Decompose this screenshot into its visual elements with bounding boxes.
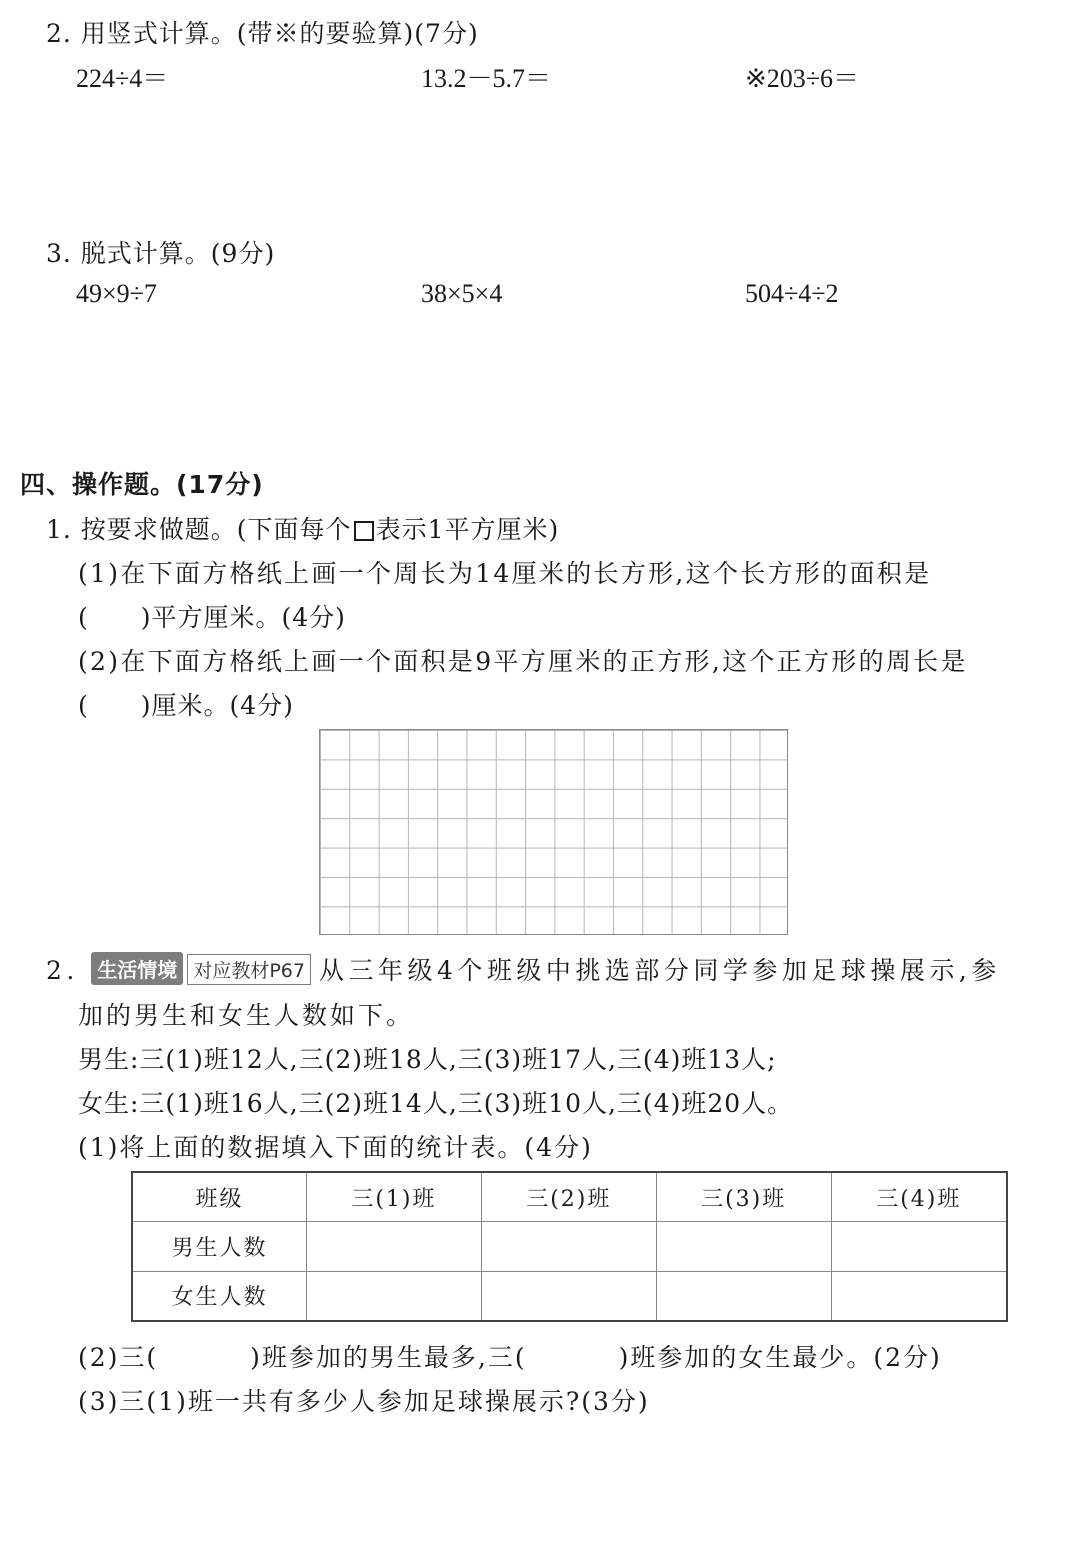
square-grid-paper[interactable]: [319, 729, 788, 935]
p2-number: 2.: [46, 956, 79, 985]
p2-line2: 加的男生和女生人数如下。: [78, 1001, 415, 1030]
q2-expr-3: ※203÷6＝: [745, 64, 860, 93]
p2-s1: (1)将上面的数据填入下面的统计表。(4分): [78, 1133, 593, 1162]
table-cell[interactable]: [481, 1271, 656, 1321]
textbook-ref-tag: 对应教材P67: [187, 954, 311, 985]
q3-expr-2: 38×5×4: [421, 279, 503, 308]
table-header-cell: 三(2)班: [481, 1172, 656, 1222]
p1-s2-line2: ( )厘米。(4分): [78, 691, 294, 720]
p1-heading-post: 表示1平方厘米): [375, 515, 560, 544]
q3-heading: 3. 脱式计算。(9分): [46, 239, 276, 268]
p2-line1: [46, 951, 1001, 987]
q2-expr-1: 224÷4＝: [76, 64, 169, 93]
table-row: [132, 1222, 1007, 1271]
p1-s1-line2: ( )平方厘米。(4分): [78, 603, 346, 632]
table-row: [132, 1271, 1007, 1321]
table-cell[interactable]: [656, 1222, 831, 1271]
p2-s2: [78, 1338, 942, 1374]
table-header-row: [132, 1172, 1007, 1222]
p2-boys: 男生:三(1)班12人,三(2)班18人,三(3)班17人,三(4)班13人;: [78, 1045, 777, 1074]
table-header-cell: 三(3)班: [656, 1172, 831, 1222]
p2-s2-c: )班参加的女生最少。(2分): [618, 1343, 942, 1372]
p2-s2-a: (2)三(: [78, 1343, 159, 1372]
p1-heading: [46, 510, 559, 546]
q3-expr-3: 504÷4÷2: [745, 279, 839, 308]
p2-girls: 女生:三(1)班16人,三(2)班14人,三(3)班10人,三(4)班20人。: [78, 1089, 794, 1118]
row-label-boys: 男生人数: [132, 1222, 307, 1271]
p2-s3: (3)三(1)班一共有多少人参加足球操展示?(3分): [78, 1387, 650, 1416]
life-context-tag: 生活情境: [91, 952, 183, 985]
row-label-girls: 女生人数: [132, 1271, 307, 1321]
q2-heading: 2. 用竖式计算。(带※的要验算)(7分): [46, 19, 479, 48]
table-header-cell: 三(1)班: [307, 1172, 482, 1222]
p2-line1-text: 从三年级4个班级中挑选部分同学参加足球操展示,参: [318, 956, 1001, 985]
p2-s2-b: )班参加的男生最多,三(: [250, 1343, 527, 1372]
p1-s1-line1: (1)在下面方格纸上画一个周长为14厘米的长方形,这个长方形的面积是: [78, 559, 932, 588]
table-cell[interactable]: [307, 1271, 482, 1321]
p1-s2-line1: (2)在下面方格纸上画一个面积是9平方厘米的正方形,这个正方形的周长是: [78, 647, 968, 676]
section4-title: 四、操作题。(17分): [20, 470, 264, 499]
table-cell[interactable]: [481, 1222, 656, 1271]
q3-expr-1: 49×9÷7: [76, 279, 157, 308]
table-cell[interactable]: [831, 1271, 1007, 1321]
table-header-cell: 班级: [132, 1172, 307, 1222]
square-icon: [354, 521, 374, 541]
table-cell[interactable]: [307, 1222, 482, 1271]
stats-table: [131, 1171, 1008, 1322]
table-cell[interactable]: [831, 1222, 1007, 1271]
p1-heading-pre: 1. 按要求做题。(下面每个: [46, 515, 352, 544]
table-header-cell: 三(4)班: [831, 1172, 1007, 1222]
q2-expr-2: 13.2－5.7＝: [421, 64, 552, 93]
table-cell[interactable]: [656, 1271, 831, 1321]
